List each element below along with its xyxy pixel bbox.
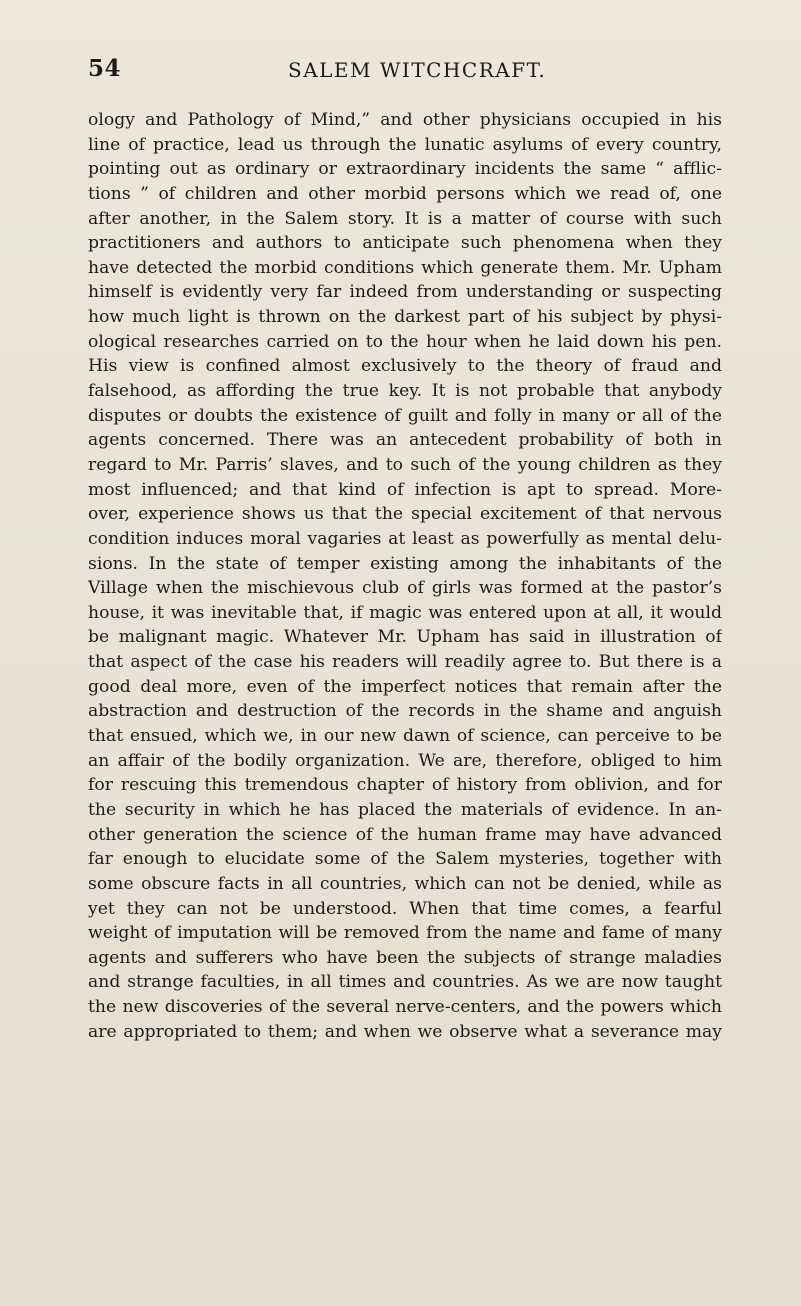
- text-line: the security in which he has placed the materials of evidence. In an-: [88, 799, 722, 820]
- text-line: himself is evidently very far indeed from understanding or suspecting: [88, 282, 722, 303]
- text-line: house, it was inevitable that, if magic was entered upon at all, it would: [88, 602, 722, 623]
- text-line: that aspect of the case his readers will readily agree to. But there is a: [88, 652, 722, 673]
- text-line: and strange faculties, in all times and countries. As we are now taught: [88, 972, 722, 993]
- text-line: practitioners and authors to anticipate such phenomena when they: [88, 233, 722, 254]
- running-title: SALEM WITCHCRAFT.: [288, 58, 547, 82]
- running-header: [88, 55, 720, 85]
- text-line: disputes or doubts the existence of guilt and folly in many or all of the: [88, 405, 722, 426]
- text-line: ological researches carried on to the hour when he laid down his pen.: [88, 331, 722, 352]
- text-line: weight of imputation will be removed from the name and fame of many: [88, 923, 722, 944]
- text-line: regard to Mr. Parris’ slaves, and to such of the young children as they: [88, 454, 722, 475]
- text-line: agents and sufferers who have been the subjects of strange maladies: [88, 947, 722, 968]
- text-line: abstraction and destruction of the records in the shame and anguish: [88, 701, 722, 722]
- text-line: the new discoveries of the several nerve-centers, and the powers which: [88, 997, 722, 1018]
- text-line: yet they can not be understood. When that time comes, a fearful: [88, 898, 722, 919]
- text-line: other generation the science of the human frame may have advanced: [88, 824, 722, 845]
- text-line: how much light is thrown on the darkest part of his subject by physi-: [88, 307, 722, 328]
- text-line: are appropriated to them; and when we observe what a severance may: [88, 1021, 722, 1042]
- page-number: 54: [88, 55, 122, 82]
- text-line: over, experience shows us that the special excitement of that nervous: [88, 504, 722, 525]
- text-line: for rescuing this tremendous chapter of history from oblivion, and for: [88, 775, 722, 796]
- text-line: Village when the mischievous club of girls was formed at the pastor’s: [88, 578, 722, 599]
- text-line: be malignant magic. Whatever Mr. Upham has said in illustration of: [88, 627, 722, 648]
- text-line: condition induces moral vagaries at least as powerfully as mental delu-: [88, 528, 722, 549]
- text-line: after another, in the Salem story. It is a matter of course with such: [88, 208, 722, 229]
- text-line: line of practice, lead us through the lunatic asylums of every country,: [88, 134, 722, 155]
- text-line: ology and Pathology of Mind,” and other physicians occupied in his: [88, 110, 722, 130]
- text-line: good deal more, even of the imperfect notices that remain after the: [88, 676, 722, 697]
- text-line: His view is confined almost exclusively to the theory of fraud and: [88, 356, 722, 377]
- text-line: falsehood, as affording the true key. It is not probable that anybody: [88, 381, 722, 402]
- text-line: pointing out as ordinary or extraordinary incidents the same “ afflic-: [88, 159, 722, 180]
- body-paragraph: [88, 108, 722, 1044]
- text-line: far enough to elucidate some of the Salem mysteries, together with: [88, 849, 722, 870]
- text-line: have detected the morbid conditions which generate them. Mr. Upham: [88, 257, 722, 278]
- text-line: some obscure facts in all countries, which can not be denied, while as: [88, 873, 722, 894]
- text-line: that ensued, which we, in our new dawn of science, can perceive to be: [88, 726, 722, 747]
- text-line: agents concerned. There was an antecedent probability of both in: [88, 430, 722, 451]
- text-line: an affair of the bodily organization. We are, therefore, obliged to him: [88, 750, 722, 771]
- text-line: most influenced; and that kind of infection is apt to spread. More-: [88, 479, 722, 500]
- text-line: sions. In the state of temper existing among the inhabitants of the: [88, 553, 722, 574]
- text-line: tions ” of children and other morbid persons which we read of, one: [88, 183, 722, 204]
